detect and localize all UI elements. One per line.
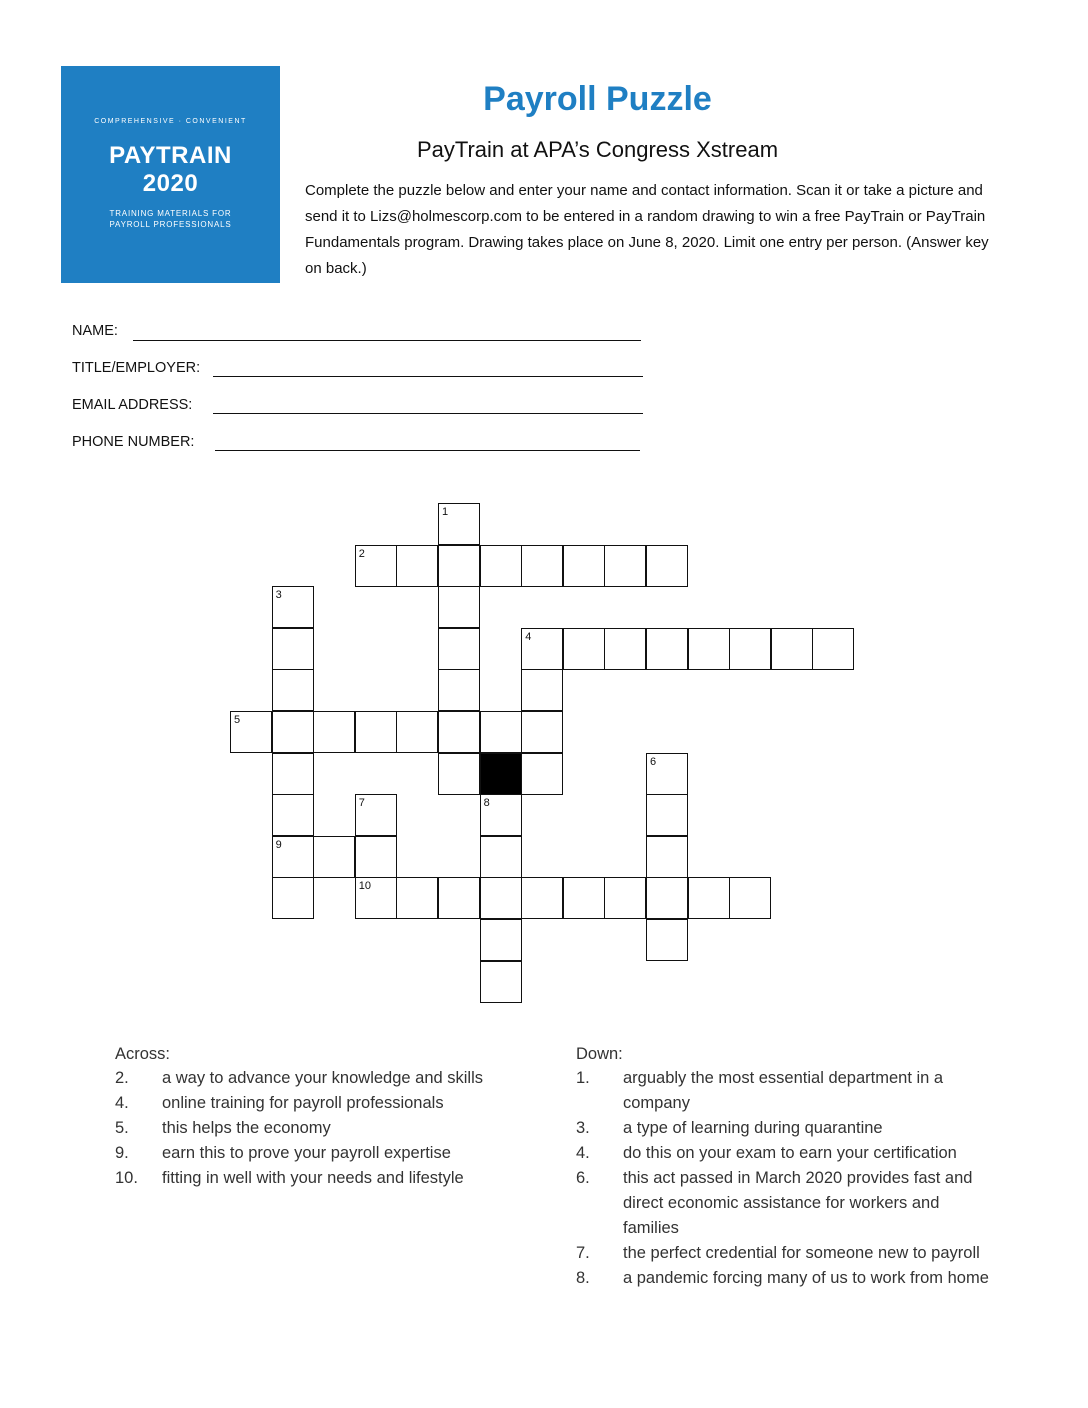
crossword-cell[interactable] [480,711,522,753]
crossword-cell[interactable] [313,836,355,878]
crossword-cell[interactable] [438,711,480,753]
crossword-cell[interactable] [646,877,688,919]
crossword-cell[interactable] [355,794,397,836]
across-clues [115,1045,555,1191]
crossword-block-cell [480,753,522,795]
down-clue [576,1241,996,1266]
crossword-cell[interactable] [438,877,480,919]
clue-number: 3. [576,1119,590,1137]
phone-field[interactable] [215,450,640,451]
crossword-cell[interactable] [521,628,563,670]
crossword-cell[interactable] [521,669,563,711]
clue-number-label: 1 [442,506,449,518]
crossword-cell[interactable] [230,711,272,753]
crossword-cell[interactable] [480,877,522,919]
crossword-cell[interactable] [355,545,397,587]
crossword-cell[interactable] [396,877,438,919]
down-clue [576,1141,996,1166]
across-clue [115,1141,555,1166]
paytrain-logo [61,66,280,283]
logo-brand-line1: PAYTRAIN [109,142,232,169]
crossword-cell[interactable] [729,877,771,919]
down-clue [576,1116,996,1141]
crossword-cell[interactable] [272,794,314,836]
clue-number-label: 10 [358,880,372,893]
crossword-cell[interactable] [646,628,688,670]
crossword-cell[interactable] [272,628,314,670]
crossword-cell[interactable] [272,877,314,919]
name-label: NAME: [72,323,118,339]
clue-number-label: 9 [275,838,282,851]
crossword-cell[interactable] [438,586,480,628]
crossword-cell[interactable] [396,711,438,753]
clue-text: online training for payroll professionals [162,1094,444,1112]
crossword-cell[interactable] [688,628,730,670]
clue-number: 4. [576,1144,590,1162]
down-clues [576,1045,996,1291]
across-heading: Across: [115,1045,171,1063]
page-subtitle: PayTrain at APA’s Congress Xstream [416,137,779,162]
clue-text: a pandemic forcing many of us to work from home [623,1269,989,1287]
title-employer-label: TITLE/EMPLOYER: [72,360,201,376]
clue-number: 10. [115,1169,138,1187]
clue-number-label: 5 [234,714,241,726]
crossword-cell[interactable] [355,836,397,878]
clue-number-label: 2 [358,547,365,560]
clue-number-label: 3 [275,589,282,602]
email-field[interactable] [213,413,643,414]
crossword-cell[interactable] [480,961,522,1003]
down-clue [576,1266,996,1291]
crossword-cell[interactable] [480,919,522,961]
crossword-cell[interactable] [396,545,438,587]
down-heading: Down: [576,1045,623,1063]
crossword-cell[interactable] [771,628,813,670]
clue-text: this helps the economy [162,1119,331,1137]
clue-number-label: 7 [358,797,365,810]
clue-number: 6. [576,1169,590,1187]
crossword-cell[interactable] [438,503,480,545]
clue-number: 7. [576,1244,590,1262]
logo-brand [61,142,280,198]
across-clue [115,1116,555,1141]
crossword-cell[interactable] [563,877,605,919]
title-employer-field[interactable] [213,376,643,377]
page-title: Payroll Puzzle [483,80,712,118]
clue-text: the perfect credential for someone new to payroll [623,1244,980,1262]
clue-number: 1. [576,1069,590,1087]
email-label: EMAIL ADDRESS: [72,397,193,413]
crossword-cell[interactable] [646,753,688,795]
crossword-cell[interactable] [480,545,522,587]
logo-brand-line2: 2020 [142,170,199,197]
crossword-cell[interactable] [313,711,355,753]
across-clue [115,1166,555,1191]
phone-label: PHONE NUMBER: [72,434,195,450]
name-field[interactable] [133,340,641,341]
crossword-cell[interactable] [438,545,480,587]
crossword-cell[interactable] [272,836,314,878]
crossword-cell[interactable] [604,877,646,919]
crossword-cell[interactable] [646,836,688,878]
down-clue [576,1066,996,1116]
clue-text: arguably the most essential department in a company [623,1069,944,1112]
crossword-cell[interactable] [438,669,480,711]
crossword-cell[interactable] [729,628,771,670]
crossword-cell[interactable] [480,794,522,836]
crossword-cell[interactable] [272,586,314,628]
crossword-cell[interactable] [646,919,688,961]
clue-number-label: 8 [483,797,490,810]
crossword-cell[interactable] [438,753,480,795]
clue-number-label: 4 [525,630,532,643]
clue-number: 5. [115,1119,129,1137]
clue-text: a way to advance your knowledge and skills [162,1069,484,1087]
across-clue [115,1091,555,1116]
logo-subline: TRAINING MATERIALS FOR PAYROLL PROFESSIONALS [109,209,232,229]
crossword-cell[interactable] [521,545,563,587]
crossword-cell[interactable] [604,628,646,670]
crossword-cell[interactable] [688,877,730,919]
crossword-cell[interactable] [272,753,314,795]
crossword-cell[interactable] [521,711,563,753]
crossword-cell[interactable] [272,711,314,753]
crossword-cell[interactable] [272,669,314,711]
clue-text: this act passed in March 2020 provides fast and direct economic assistance for workers and families [623,1169,973,1237]
crossword-cell[interactable] [563,545,605,587]
crossword-cell[interactable] [521,753,563,795]
clue-number-label: 6 [650,755,657,768]
clue-text: earn this to prove your payroll expertise [162,1144,451,1162]
logo-tagline: COMPREHENSIVE · CONVENIENT [94,118,247,125]
crossword-cell[interactable] [563,628,605,670]
crossword-cell[interactable] [646,545,688,587]
clue-number: 2. [115,1069,129,1087]
clue-number: 9. [115,1144,129,1162]
across-clue [115,1066,555,1091]
clue-text: fitting in well with your needs and lifestyle [162,1169,464,1187]
intro-paragraph: Complete the puzzle below and enter your name and contact information. Scan it or take a picture and send it to Lizs@holmescorp.com to be entered in a random drawing to win a free PayTrain or PayTrain Fundamentals program. Drawing takes place on June 8, 2020. Limit one entry per person. (Answer key on back.) [305,182,989,277]
clue-number: 4. [115,1094,129,1112]
down-clue [576,1166,996,1241]
crossword-cell[interactable] [480,836,522,878]
crossword-cell[interactable] [355,711,397,753]
clue-text: a type of learning during quarantine [623,1119,883,1137]
clue-text: do this on your exam to earn your certification [623,1144,957,1162]
clue-number: 8. [576,1269,590,1287]
crossword-cell[interactable] [604,545,646,587]
crossword-cell[interactable] [355,877,397,919]
crossword-cell[interactable] [646,794,688,836]
crossword-cell[interactable] [812,628,854,670]
crossword-cell[interactable] [438,628,480,670]
crossword-cell[interactable] [521,877,563,919]
